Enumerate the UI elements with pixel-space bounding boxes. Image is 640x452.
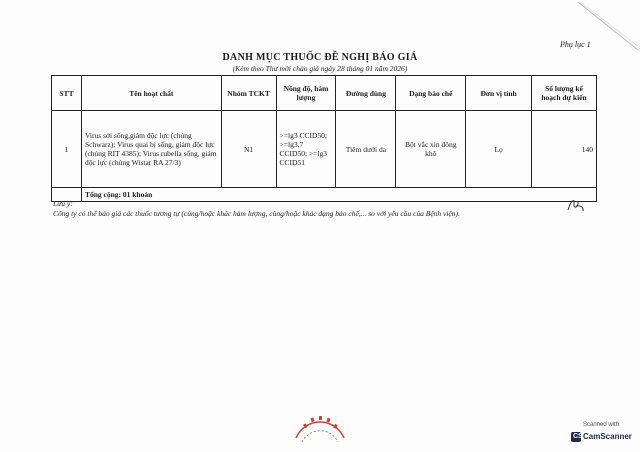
table-header-row: [52, 76, 597, 111]
document-title: DANH MỤC THUỐC ĐỀ NGHỊ BÁO GIÁ: [222, 52, 418, 63]
table-row: [52, 111, 597, 188]
red-seal-stamp: [290, 398, 350, 452]
signature-mark: [565, 196, 587, 214]
page-curl-corner: [570, 0, 640, 60]
header-dosage-form: Dạng bào chế: [396, 76, 466, 111]
watermark-brand: CamScanner: [583, 432, 632, 441]
header-strength: Nồng độ, hàm lượng: [276, 76, 336, 111]
cell-route: Tiêm dưới da: [336, 111, 396, 188]
cell-unit: Lọ: [466, 111, 532, 188]
notes-text: Công ty có thể báo giá các thuốc tương tự (cùng/hoặc khác hàm lượng, cùng/hoặc khác dạng bào chế,... so với yêu cầu của Bệnh viện).: [53, 209, 460, 218]
cell-strength: >=lg3 CCID50; >=lg3,7 CCID50; >=lg3 CCID51: [276, 111, 336, 188]
camscanner-watermark: [568, 422, 634, 448]
header-unit: Đơn vị tính: [466, 76, 532, 111]
notes-label: Lưu ý:: [53, 199, 73, 208]
drug-list-table: [51, 75, 597, 202]
header-active-ingredient: Tên hoạt chất: [81, 76, 221, 111]
header-route: Đường dùng: [336, 76, 396, 111]
header-group: Nhóm TCKT: [221, 76, 276, 111]
table-total-row: [52, 188, 597, 202]
watermark-caption: Scanned with: [582, 422, 620, 428]
total-label: Tổng cộng: 01 khoản: [81, 188, 596, 202]
cell-stt: 1: [52, 111, 82, 188]
cell-dosage-form: Bột vắc xin đông khô: [396, 111, 466, 188]
cell-active-ingredient: Virus sởi sống,giảm độc lực (chủng Schwarz); Virus quai bị sống, giảm độc lực (chủng RIT 4385); Virus rubella sống, giảm độc lực (chủng Wistar RA 27/3): [81, 111, 221, 188]
appendix-label: Phụ lục 1: [560, 40, 591, 49]
cell-quantity: 140: [532, 111, 597, 188]
header-quantity: Số lượng kế hoạch dự kiến: [532, 76, 597, 111]
cell-group: N1: [221, 111, 276, 188]
header-stt: STT: [52, 76, 82, 111]
document-subtitle: (Kèm theo Thư mời chào giá ngày 28 tháng 01 năm 2026): [232, 64, 408, 73]
camscanner-logo-icon: CS: [573, 433, 583, 440]
